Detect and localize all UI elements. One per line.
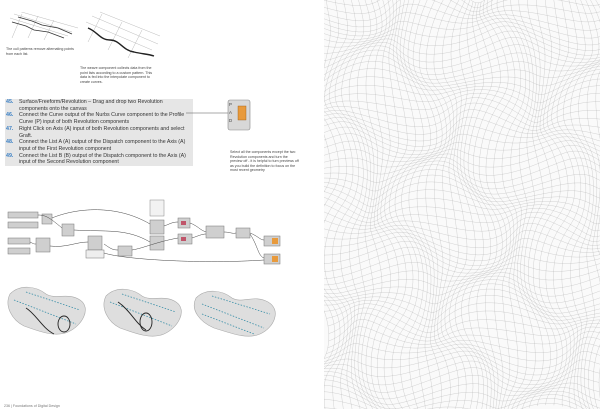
grasshopper-definition-diagram — [6, 198, 288, 268]
mesh-line — [324, 403, 600, 409]
mesh-line — [324, 45, 600, 69]
mesh-line — [329, 313, 600, 337]
mesh-line — [510, 0, 535, 409]
cull-caption: The cull patterns remove alternating points from each list. — [6, 47, 74, 56]
mesh-line — [324, 399, 600, 409]
mesh-line — [324, 169, 600, 194]
mesh-line — [324, 351, 600, 375]
mesh-line — [426, 0, 451, 409]
page-footer: 236 | Foundations of Digital Design — [4, 404, 60, 408]
right-page-surface-render — [324, 0, 600, 409]
mesh-line — [413, 0, 442, 409]
mesh-line — [324, 230, 600, 255]
revolution-components-icon — [186, 98, 256, 132]
mesh-line — [324, 13, 600, 32]
mesh-line — [324, 93, 600, 117]
preview-note: Select all the components except the two Revolution components and turn the preview off - it is helpful to turn previews off as you build the definition to focus on the most recent geometry — [230, 150, 299, 172]
mesh-line — [324, 241, 600, 266]
step-45: 45. Surface/Freeform/Revolution – Drag and drop two Revolution components onto the canvas — [6, 99, 163, 112]
mesh-line — [503, 0, 529, 409]
revolution-illustrations — [6, 280, 288, 342]
page-gutter — [300, 0, 324, 409]
step-47: 47. Right Click on Axis (A) input of both Revolution components and select Graft. — [6, 125, 185, 139]
mesh-line — [324, 69, 600, 93]
mesh-line — [324, 26, 600, 51]
mesh-line — [441, 0, 466, 409]
mesh-line — [324, 361, 600, 385]
weave-curves-illustration — [82, 10, 162, 60]
mesh-line — [324, 141, 600, 160]
mesh-line — [324, 194, 600, 218]
mesh-line — [324, 31, 600, 55]
weave-caption: The weave component collects data from the point lists according to a custom pattern. This data is fed into the interpolate component to create curves. — [80, 66, 153, 84]
mesh-line — [324, 145, 600, 167]
mesh-line — [473, 2, 502, 409]
port-d: D — [229, 118, 233, 123]
mesh-line — [546, 0, 575, 405]
mesh-line — [324, 0, 340, 409]
mesh-line — [377, 0, 406, 409]
step-46: 46. Connect the Curve output of the Nurbs Curve component to the Profile Curve (P) input of both Revolution components — [6, 112, 185, 126]
mesh-line — [324, 4, 600, 27]
instruction-steps — [5, 99, 193, 166]
port-p: P — [229, 102, 232, 107]
mesh-line — [324, 0, 346, 409]
mesh-line — [324, 86, 600, 111]
port-a: A — [229, 110, 232, 115]
freeform-mesh-surface — [324, 0, 600, 409]
mesh-line — [434, 0, 459, 409]
mesh-line — [324, 0, 335, 409]
mesh-line — [324, 392, 600, 409]
cull-pattern-illustration — [8, 12, 80, 40]
mesh-line — [324, 368, 599, 393]
mesh-line — [497, 0, 526, 409]
step-48: 48. Connect the List A (A) output of the Dispatch component to the Axis (A) input of the First Revolution component — [6, 139, 186, 152]
mesh-line — [324, 337, 600, 361]
mesh-line — [389, 0, 418, 409]
step-49: 49. Connect the List B (B) output of the Dispatch component to the Axis (A) input of the Second Revolution component — [6, 152, 186, 166]
